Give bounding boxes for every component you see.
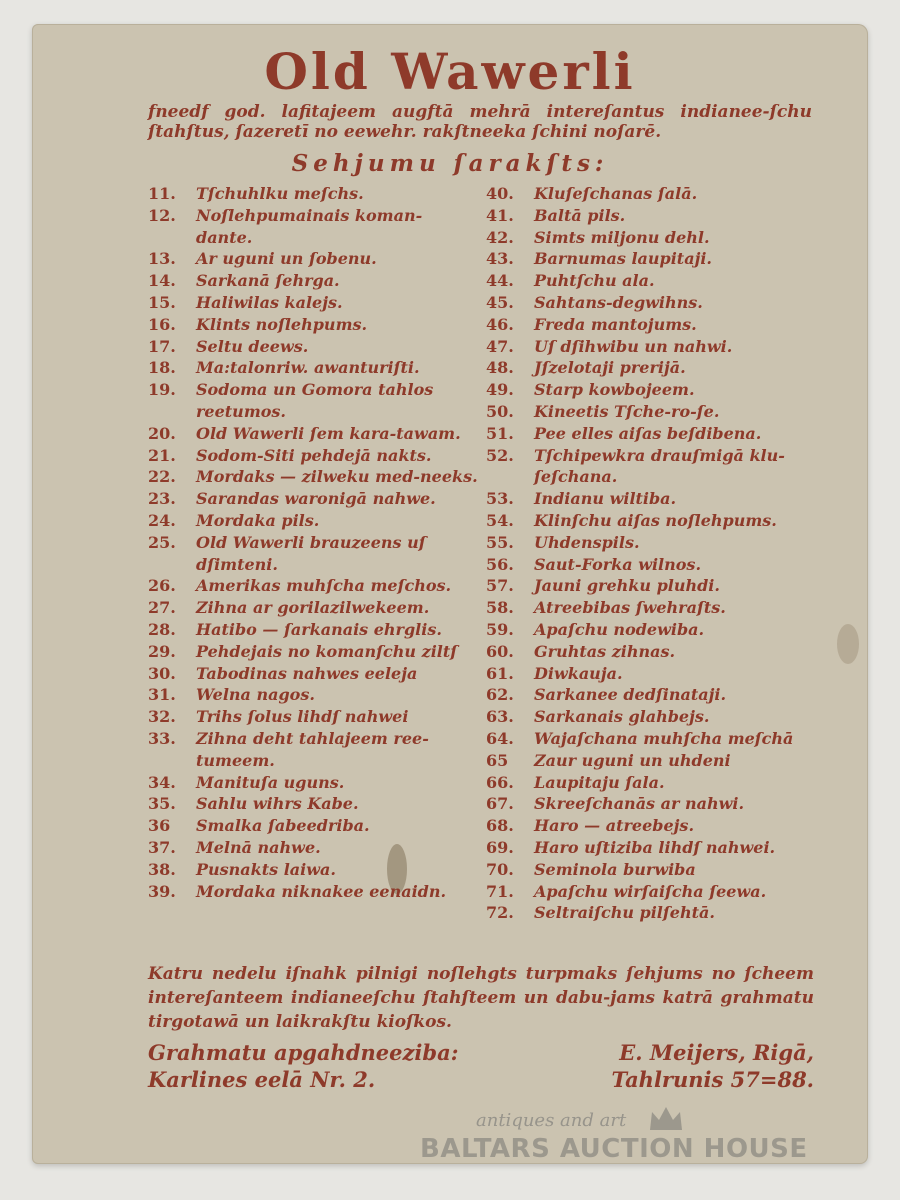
- entry-number: 30.: [148, 663, 176, 683]
- entry-title: Seminola burwiba: [534, 859, 696, 879]
- entry-number: 25.: [148, 532, 176, 552]
- entry-title: Indianu wiltiba.: [534, 489, 677, 509]
- watermark-tagline: antiques and art: [476, 1110, 627, 1131]
- contents-heading: Sehjumu ſarakſts:: [291, 150, 609, 177]
- entry-number: 39.: [148, 881, 176, 901]
- entry-title: Welna nagos.: [196, 685, 315, 705]
- entry-number: 24.: [148, 510, 176, 530]
- closing-notice: Katru nedelu iſnahk pilnigi noſlehgts turpmaks ſehjums no ſcheem intereſanteem indianeeſchu ſtahſteem un dabu-jams katrā grahmatu tirgotawā un laikrakſtu kioſkos.: [148, 964, 814, 1032]
- entry-title: Haro — atreebejs.: [534, 816, 695, 836]
- entry-number: 35.: [148, 794, 176, 814]
- contents-entry: [148, 183, 478, 205]
- entry-number: 55.: [486, 532, 514, 552]
- entry-title: Uhdenspils.: [534, 532, 640, 552]
- entry-number: 16.: [148, 314, 176, 334]
- contents-entry: [148, 772, 478, 794]
- entry-title: Kineetis Tſche-ro-ſe.: [534, 401, 720, 421]
- entry-number: 26.: [148, 576, 176, 596]
- entry-number: 66.: [486, 772, 514, 792]
- entry-number: 50.: [486, 401, 514, 421]
- contents-entry: [486, 292, 816, 314]
- entry-number: 42.: [486, 227, 514, 247]
- entry-title: Old Wawerli ſem kara-tawam.: [196, 423, 461, 443]
- publisher-line-1: [148, 1040, 814, 1065]
- contents-entry: [486, 837, 816, 859]
- entry-title: Mordaks — zilweku med-neeks.: [196, 467, 478, 487]
- entry-number: 47.: [486, 336, 514, 356]
- contents-entry: [148, 205, 478, 249]
- entry-number: 33.: [148, 728, 176, 748]
- contents-entry: [486, 205, 816, 227]
- entry-number: 32.: [148, 707, 176, 727]
- contents-entry: [486, 619, 816, 641]
- contents-left-column: [148, 183, 478, 902]
- contents-entry: [148, 859, 478, 881]
- entry-title: Jſzelotaji prerijā.: [534, 358, 686, 378]
- contents-entry: [148, 292, 478, 314]
- entry-title: Puhtſchu ala.: [534, 271, 655, 291]
- contents-entry: [148, 314, 478, 336]
- contents-entry: [148, 423, 478, 445]
- contents-entry: [148, 815, 478, 837]
- contents-entry: [486, 248, 816, 270]
- contents-entry: [486, 336, 816, 358]
- contents-entry: [148, 597, 478, 619]
- contents-entry: [486, 750, 816, 772]
- entry-title: Ar uguni un ſobenu.: [196, 249, 377, 269]
- entry-number: 61.: [486, 663, 514, 683]
- entry-number: 40.: [486, 184, 514, 203]
- entry-number: 37.: [148, 837, 176, 857]
- contents-entry: [148, 270, 478, 292]
- contents-entry: [486, 401, 816, 423]
- contents-entry: [486, 532, 816, 554]
- contents-entry: [486, 902, 816, 924]
- entry-title: Seltraiſchu pilſehtā.: [534, 903, 715, 923]
- entry-title: Amerikas muhſcha meſchos.: [196, 576, 452, 596]
- entry-title: Old Wawerli brauzeens uſ dſimteni.: [196, 532, 426, 574]
- entry-number: 11.: [148, 184, 176, 203]
- entry-number: 60.: [486, 641, 514, 661]
- contents-entry: [486, 728, 816, 750]
- contents-entry: [486, 815, 816, 837]
- contents-entry: [486, 597, 816, 619]
- contents-entry: [148, 336, 478, 358]
- contents-entry: [148, 532, 478, 576]
- contents-entry: [486, 641, 816, 663]
- contents-right-column: [486, 183, 816, 924]
- contents-entry: [148, 248, 478, 270]
- entry-title: Tſchuhlku meſchs.: [196, 184, 364, 203]
- entry-title: Saut-Forka wilnos.: [534, 554, 702, 574]
- entry-title: Sahtans-degwihns.: [534, 292, 703, 312]
- entry-title: Sodom-Siti pehdejā nakts.: [196, 445, 432, 465]
- entry-number: 29.: [148, 641, 176, 661]
- entry-number: 46.: [486, 314, 514, 334]
- entry-number: 18.: [148, 358, 176, 378]
- entry-title: Zihna ar gorilazilwekeem.: [196, 598, 430, 618]
- publisher-line-2: [148, 1067, 814, 1092]
- watermark-brand: BALTARS AUCTION HOUSE: [420, 1134, 808, 1164]
- contents-entry: [148, 357, 478, 379]
- contents-entry: [148, 793, 478, 815]
- entry-title: Apaſchu wirſaiſcha ſeewa.: [534, 881, 767, 901]
- contents-entry: [486, 423, 816, 445]
- entry-number: 67.: [486, 794, 514, 814]
- contents-entry: [148, 881, 478, 903]
- entry-title: Gruhtas zihnas.: [534, 641, 676, 661]
- entry-number: 57.: [486, 576, 514, 596]
- entry-number: 22.: [148, 467, 176, 487]
- contents-entry: [148, 510, 478, 532]
- entry-title: Sarkanais glahbejs.: [534, 707, 710, 727]
- entry-title: Uſ dſihwibu un nahwi.: [534, 336, 733, 356]
- entry-title: Jauni grehku pluhdi.: [534, 576, 720, 596]
- entry-title: Melnā nahwe.: [196, 837, 321, 857]
- entry-number: 17.: [148, 336, 176, 356]
- entry-title: Kluſeſchanas ſalā.: [534, 184, 698, 203]
- entry-number: 68.: [486, 816, 514, 836]
- entry-number: 63.: [486, 707, 514, 727]
- entry-title: Apaſchu nodewiba.: [534, 619, 705, 639]
- entry-title: Hatibo — ſarkanais ehrglis.: [196, 619, 442, 639]
- publisher-phone: Tahlrunis 57=88.: [611, 1067, 814, 1092]
- entry-number: 52.: [486, 445, 514, 465]
- entry-number: 53.: [486, 489, 514, 509]
- entry-number: 38.: [148, 859, 176, 879]
- entry-title: Sarandas waronigā nahwe.: [196, 489, 436, 509]
- entry-title: Mordaka pils.: [196, 510, 320, 530]
- entry-title: Laupitaju ſala.: [534, 772, 665, 792]
- entry-title: Pusnakts laiwa.: [196, 859, 336, 879]
- contents-entry: [486, 314, 816, 336]
- entry-title: Smalka ſabeedriba.: [196, 816, 370, 836]
- entry-title: Seltu deews.: [196, 336, 309, 356]
- publisher-city: E. Meijers, Rigā,: [619, 1040, 814, 1065]
- entry-number: 48.: [486, 358, 514, 378]
- contents-entry: [486, 554, 816, 576]
- contents-entry: [148, 445, 478, 467]
- contents-entry: [486, 510, 816, 532]
- contents-entry: [486, 663, 816, 685]
- entry-number: 65: [486, 750, 509, 770]
- contents-entry: [486, 772, 816, 794]
- contents-entry: [486, 684, 816, 706]
- contents-entry: [148, 663, 478, 685]
- entry-title: Tſchipewkra drauſmigā klu-ſeſchana.: [534, 445, 785, 487]
- crown-icon: [648, 1104, 684, 1132]
- contents-entry: [148, 641, 478, 663]
- contents-entry: [486, 488, 816, 510]
- entry-number: 15.: [148, 292, 176, 312]
- entry-number: 27.: [148, 598, 176, 618]
- entry-number: 34.: [148, 772, 176, 792]
- contents-entry: [486, 357, 816, 379]
- entry-title: Zihna deht tahlajeem ree-tumeem.: [196, 728, 429, 770]
- contents-entry: [148, 575, 478, 597]
- entry-number: 56.: [486, 554, 514, 574]
- entry-number: 54.: [486, 510, 514, 530]
- entry-number: 28.: [148, 619, 176, 639]
- entry-title: Barnumas laupitaji.: [534, 249, 712, 269]
- entry-number: 19.: [148, 380, 176, 400]
- series-title: Old Wawerli: [264, 42, 636, 101]
- entry-number: 49.: [486, 380, 514, 400]
- contents-entry: [486, 183, 816, 205]
- contents-entry: [486, 793, 816, 815]
- entry-title: Baltā pils.: [534, 205, 626, 225]
- entry-title: Noſlehpumainais koman-dante.: [196, 205, 423, 247]
- contents-entry: [148, 466, 478, 488]
- entry-number: 14.: [148, 271, 176, 291]
- entry-title: Haliwilas kalejs.: [196, 292, 343, 312]
- entry-title: Ma:talonriw. awanturiſti.: [196, 358, 420, 378]
- entry-number: 45.: [486, 292, 514, 312]
- entry-number: 71.: [486, 881, 514, 901]
- contents-entry: [148, 684, 478, 706]
- contents-entry: [486, 379, 816, 401]
- entry-number: 12.: [148, 205, 176, 225]
- contents-entry: [486, 270, 816, 292]
- entry-number: 21.: [148, 445, 176, 465]
- entry-number: 69.: [486, 837, 514, 857]
- entry-title: Pehdejais no komanſchu ziltſ: [196, 641, 458, 661]
- contents-entry: [486, 445, 816, 489]
- entry-number: 31.: [148, 685, 176, 705]
- entry-title: Klints noſlehpums.: [196, 314, 368, 334]
- entry-number: 43.: [486, 249, 514, 269]
- entry-title: Mordaka niknakee eenaidn.: [196, 881, 447, 901]
- entry-title: Diwkauja.: [534, 663, 623, 683]
- entry-title: Haro uſtiziba lihdſ nahwei.: [534, 837, 776, 857]
- entry-title: Tabodinas nahwes eeleja: [196, 663, 418, 683]
- entry-number: 13.: [148, 249, 176, 269]
- entry-number: 59.: [486, 619, 514, 639]
- entry-number: 72.: [486, 903, 514, 923]
- entry-title: Sarkanā ſehrga.: [196, 271, 340, 291]
- entry-title: Sahlu wihrs Kabe.: [196, 794, 359, 814]
- entry-title: Simts miljonu dehl.: [534, 227, 710, 247]
- contents-entry: [486, 859, 816, 881]
- entry-title: Sodoma un Gomora tahlos reetumos.: [196, 380, 434, 421]
- paper-stain: [837, 624, 859, 664]
- contents-entry: [148, 488, 478, 510]
- entry-title: Freda mantojums.: [534, 314, 697, 334]
- entry-number: 58.: [486, 598, 514, 618]
- entry-number: 20.: [148, 423, 176, 443]
- entry-number: 51.: [486, 423, 514, 443]
- entry-title: Wajaſchana muhſcha meſchā: [534, 728, 794, 748]
- entry-title: Klinſchu aiſas noſlehpums.: [534, 510, 777, 530]
- contents-entry: [148, 706, 478, 728]
- entry-title: Trihs ſolus lihdſ nahwei: [196, 707, 409, 727]
- entry-title: Atreebibas ſwehraſts.: [534, 598, 726, 618]
- entry-number: 64.: [486, 728, 514, 748]
- contents-entry: [148, 728, 478, 772]
- contents-entry: [148, 379, 478, 423]
- entry-number: 36: [148, 816, 171, 836]
- contents-entry: [486, 881, 816, 903]
- entry-title: Skreeſchanās ar nahwi.: [534, 794, 745, 814]
- contents-entry: [148, 837, 478, 859]
- entry-number: 70.: [486, 859, 514, 879]
- publisher-address: Karlines eelā Nr. 2.: [148, 1067, 376, 1092]
- entry-title: Starp kowbojeem.: [534, 380, 695, 400]
- entry-title: Pee elles aiſas beſdibena.: [534, 423, 762, 443]
- entry-number: 62.: [486, 685, 514, 705]
- contents-entry: [486, 575, 816, 597]
- entry-number: 41.: [486, 205, 514, 225]
- entry-title: Manituſa uguns.: [196, 772, 345, 792]
- intro-text: fneedf god. lafitajeem augftā mehrā intereſantus indianee-ſchu ſtahſtus, ſazeretī no eewehr. rakſtneeka ſchini noſarē.: [148, 102, 812, 142]
- entry-title: Sarkanee dedſinataji.: [534, 685, 727, 705]
- contents-entry: [148, 619, 478, 641]
- entry-number: 23.: [148, 489, 176, 509]
- entry-number: 44.: [486, 271, 514, 291]
- publisher-name: Grahmatu apgahdneeziba:: [148, 1040, 459, 1065]
- entry-title: Zaur uguni un uhdeni: [534, 750, 731, 770]
- contents-entry: [486, 706, 816, 728]
- contents-entry: [486, 227, 816, 249]
